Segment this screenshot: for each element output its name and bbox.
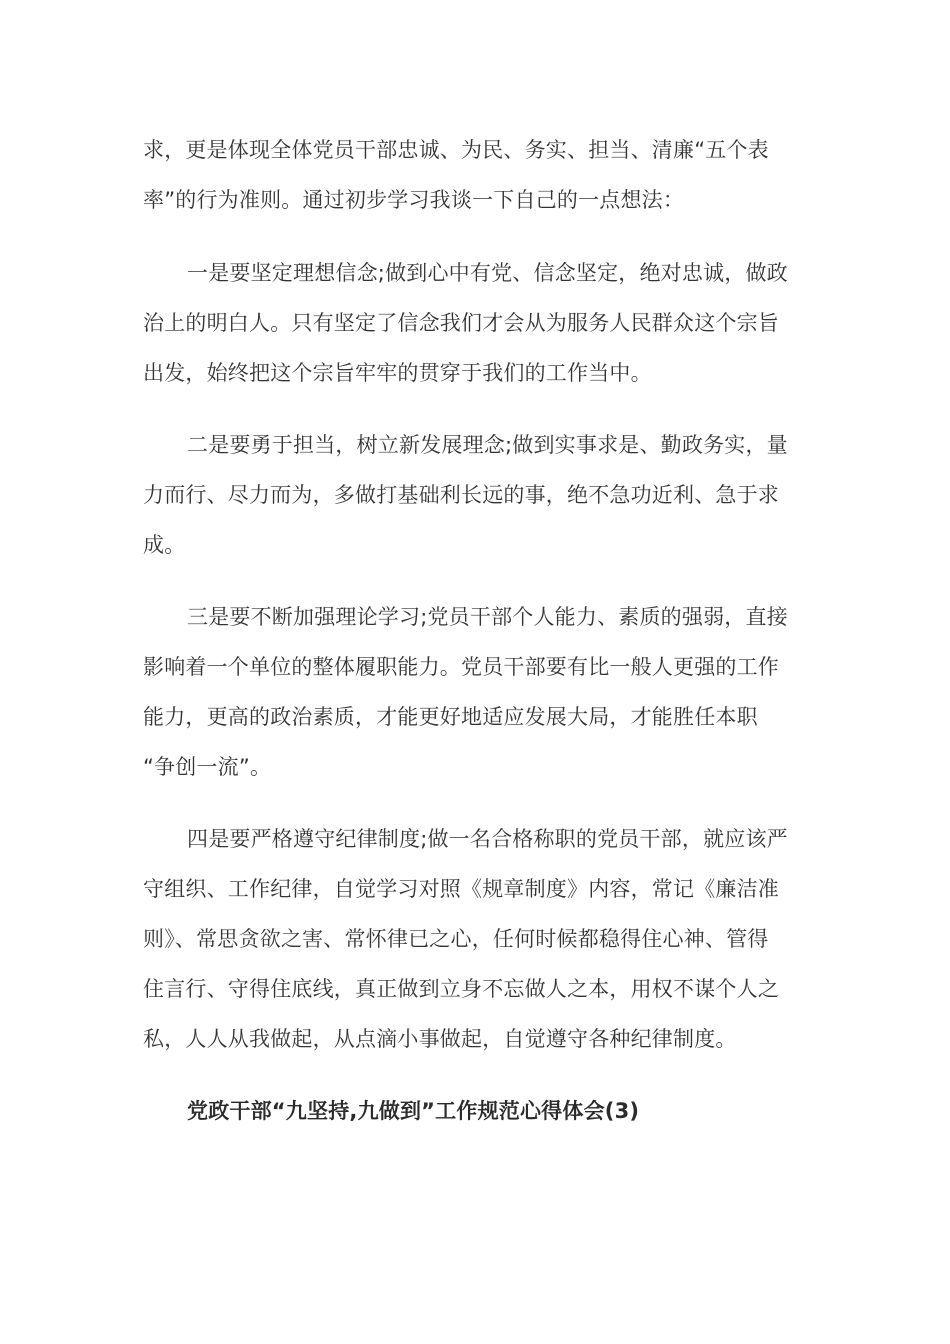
point-4-line-4: 住言行、守得住底线，真正做到立身不忘做人之本，用权不谋个人之 (143, 977, 779, 1001)
point-2-line-3: 成。 (143, 533, 186, 557)
point-3-line-3: 能力，更高的政治素质，才能更好地适应发展大局，才能胜任本职 (143, 705, 758, 729)
point-3-line-2: 影响着一个单位的整体履职能力。党员干部要有比一般人更强的工作 (143, 655, 779, 679)
point-3-line-4: “争创一流”。 (143, 755, 272, 779)
point-2-line-1: 二是要勇于担当，树立新发展理念;做到实事求是、勤政务实，量 (187, 433, 788, 457)
point-4-line-2: 守组织、工作纪律，自觉学习对照《规章制度》内容，常记《廉洁准 (143, 877, 779, 901)
intro-line-2: 率”的行为准则。通过初步学习我谈一下自己的一点想法： (143, 188, 685, 212)
point-1-line-1: 一是要坚定理想信念;做到心中有党、信念坚定，绝对忠诚，做政 (187, 261, 788, 285)
point-2-line-2: 力而行、尽力而为，多做打基础利长远的事，绝不急功近利、急于求 (143, 483, 779, 507)
intro-line-1: 求，更是体现全体党员干部忠诚、为民、务实、担当、清廉“五个表 (143, 138, 769, 162)
point-4-line-5: 私，人人从我做起，从点滴小事做起，自觉遵守各种纪律制度。 (143, 1027, 737, 1051)
point-1-line-3: 出发，始终把这个宗旨牢牢的贯穿于我们的工作当中。 (143, 361, 652, 385)
point-3-line-1: 三是要不断加强理论学习;党员干部个人能力、素质的强弱，直接 (187, 605, 788, 629)
point-4-line-3: 则》、常思贪欲之害、常怀律已之心，任何时候都稳得住心神、管得 (143, 927, 769, 951)
point-1-line-2: 治上的明白人。只有坚定了信念我们才会从为服务人民群众这个宗旨 (143, 311, 779, 335)
point-4-line-1: 四是要严格遵守纪律制度;做一名合格称职的党员干部，就应该严 (187, 827, 788, 851)
section-heading: 党政干部“九坚持,九做到”工作规范心得体会(3) (187, 1099, 640, 1123)
